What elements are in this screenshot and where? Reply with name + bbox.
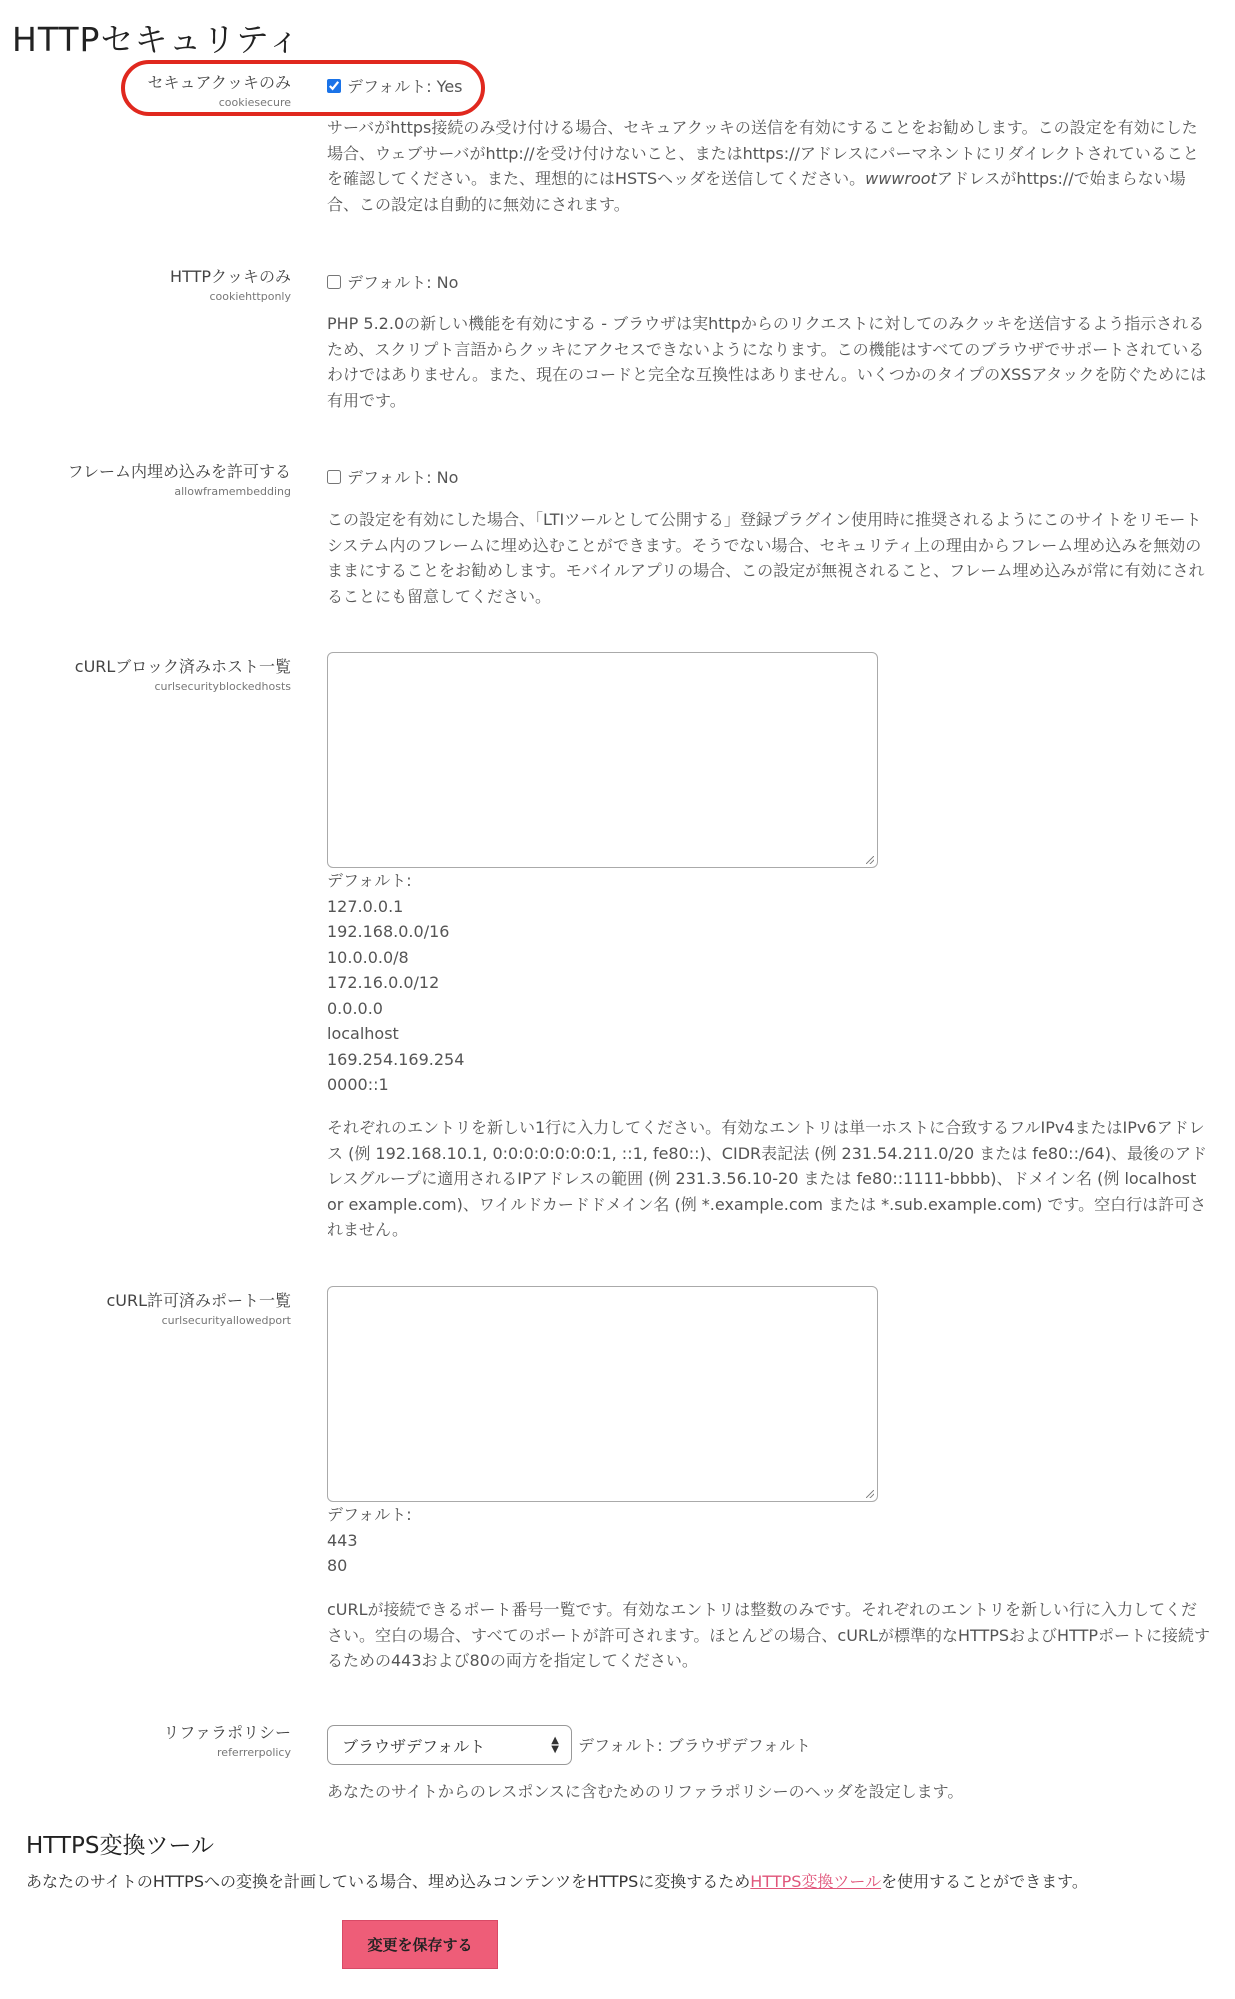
- default-value: 80: [327, 1556, 348, 1575]
- setting-label-curlsecurityblockedhosts: [0, 654, 291, 693]
- default-value: 172.16.0.0/12: [327, 973, 440, 992]
- resize-handle-icon[interactable]: [866, 856, 874, 864]
- default-text: デフォルト: No: [347, 468, 459, 487]
- referrer-policy-select[interactable]: [327, 1725, 572, 1765]
- setting-label-curlsecurityallowedport: [0, 1288, 291, 1327]
- https-tool-info: [26, 1869, 1088, 1892]
- allowed-ports-textarea[interactable]: [327, 1286, 878, 1502]
- selected-value: ブラウザデフォルト: [342, 1736, 486, 1756]
- cookiesecure-checkbox[interactable]: [327, 79, 341, 93]
- setting-label-cookiehttponly: [0, 264, 291, 303]
- default-value: 0.0.0.0: [327, 998, 383, 1018]
- default-text: デフォルト: Yes: [347, 77, 463, 96]
- default-text: デフォルト: ブラウザデフォルト: [578, 1736, 811, 1755]
- default-label: デフォルト:: [327, 871, 412, 890]
- setting-title: フレーム内埋め込みを許可する: [67, 462, 291, 481]
- setting-key: cookiehttponly: [209, 290, 291, 303]
- cookiesecure-control[interactable]: [327, 74, 463, 97]
- description-part-2: アドレスがhttps://で始まらない場合、この設定は自動的に無効にされます。: [327, 169, 1186, 214]
- allowframembedding-control[interactable]: [327, 465, 458, 488]
- cookiehttponly-checkbox[interactable]: [327, 275, 341, 289]
- default-value: 192.168.0.0/16: [327, 922, 450, 941]
- default-value: 127.0.0.1: [327, 896, 404, 916]
- setting-key: cookiesecure: [218, 96, 291, 109]
- default-value: 0000::1: [327, 1075, 389, 1094]
- https-tool-link[interactable]: HTTPS変換ツール: [750, 1872, 882, 1891]
- setting-title: セキュアクッキのみ: [147, 73, 291, 92]
- default-value: localhost: [327, 1024, 399, 1043]
- setting-title: cURLブロック済みホスト一覧: [74, 657, 291, 676]
- https-tool-heading: HTTPS変換ツール: [26, 1833, 214, 1859]
- save-changes-button[interactable]: 変更を保存する: [342, 1920, 498, 1969]
- info-text: あなたのサイトのHTTPSへの変換を計画している場合、埋め込みコンテンツをHTTPSに変換するため: [26, 1872, 751, 1891]
- description-part-1: サーバがhttps接続のみ受け付ける場合、セキュアクッキの送信を有効にすることをお勧めします。この設定を有効にした場合、ウェブサーバがhttp://を受け付けないこと、またはhttps://アドレスにパーマネントにリダイレクトされていることを確認してください。また、理想的にはHSTSヘッダを送信してください。: [327, 118, 1199, 188]
- setting-title: cURL許可済みポート一覧: [106, 1291, 291, 1310]
- setting-description-curlsecurityblockedhosts: それぞれのエントリを新しい1行に入力してください。有効なエントリは単一ホストに合致するフルIPv4またはIPv6アドレス (例 192.168.10.1, 0:0:0:0:0:0:0:1, ::1, fe80::)、CIDR表記法 (例 231.54.211.0/20 または fe80::/64)、最後のアドレスグループに適用されるIPアドレスの範囲 (例 231.3.56.10-20 または fe80::1111-bbbb)、ドメイン名 (例 localhost or example.com)、ワイルドカードドメイン名 (例 *.example.com または *.sub.example.com) です。空白行は許可されません。: [327, 1118, 1207, 1239]
- default-label: デフォルト:: [327, 1505, 412, 1524]
- setting-title: リファラポリシー: [163, 1723, 291, 1742]
- setting-key: curlsecurityblockedhosts: [154, 680, 291, 693]
- description-emphasis: wwwroot: [865, 169, 937, 188]
- setting-label-cookiesecure: [0, 70, 291, 109]
- page-title: HTTPセキュリティ: [12, 20, 302, 59]
- blocked-hosts-textarea[interactable]: [327, 652, 878, 868]
- allowframembedding-checkbox[interactable]: [327, 470, 341, 484]
- cookiehttponly-control[interactable]: [327, 270, 458, 293]
- default-value: 169.254.169.254: [327, 1049, 465, 1069]
- setting-key: curlsecurityallowedport: [161, 1314, 291, 1327]
- setting-key: allowframembedding: [174, 485, 291, 498]
- setting-title: HTTPクッキのみ: [170, 267, 291, 286]
- default-value: 10.0.0.0/8: [327, 947, 409, 967]
- setting-description-allowframembedding: この設定を有効にした場合、「LTIツールとして公開する」登録プラグイン使用時に推奨されるようにこのサイトをリモートシステム内のフレームに埋め込むことができます。そうでない場合、セキュリティ上の理由からフレーム埋め込みを無効のままにすることをお勧めします。モバイルアプリの場合、この設定が無視されること、フレーム埋め込みが常に有効にされることにも留意してください。: [327, 510, 1205, 606]
- setting-description-curlsecurityallowedport: cURLが接続できるポート番号一覧です。有効なエントリは整数のみです。それぞれのエントリを新しい行に入力してください。空白の場合、すべてのポートが許可されます。ほとんどの場合、cURLが標準的なHTTPSおよびHTTPポートに接続するための443および80の両方を指定してください。: [327, 1600, 1210, 1670]
- select-arrows-icon: ▲ ▼: [551, 1735, 559, 1755]
- setting-description-cookiehttponly: PHP 5.2.0の新しい機能を有効にする - ブラウザは実httpからのリクエストに対してのみクッキを送信するよう指示されるため、スクリプト言語からクッキにアクセスできないようになります。この機能はすべてのブラウザでサポートされているわけではありません。また、現在のコードと完全な互換性はありません。いくつかのタイプのXSSアタックを防ぐためには有用です。: [327, 314, 1207, 410]
- allowed-ports-defaults: [327, 1502, 412, 1579]
- default-text: デフォルト: No: [347, 273, 459, 292]
- blocked-hosts-defaults: [327, 868, 464, 1098]
- info-text: を使用することができます。: [881, 1872, 1088, 1891]
- setting-description-cookiesecure: [327, 115, 1212, 217]
- default-value: 443: [327, 1530, 358, 1550]
- resize-handle-icon[interactable]: [866, 1490, 874, 1498]
- setting-label-allowframembedding: [0, 459, 291, 498]
- setting-key: referrerpolicy: [217, 1746, 291, 1759]
- setting-label-referrerpolicy: [0, 1720, 291, 1759]
- setting-description-referrerpolicy: あなたのサイトからのレスポンスに含むためのリファラポリシーのヘッダを設定します。: [327, 1782, 964, 1801]
